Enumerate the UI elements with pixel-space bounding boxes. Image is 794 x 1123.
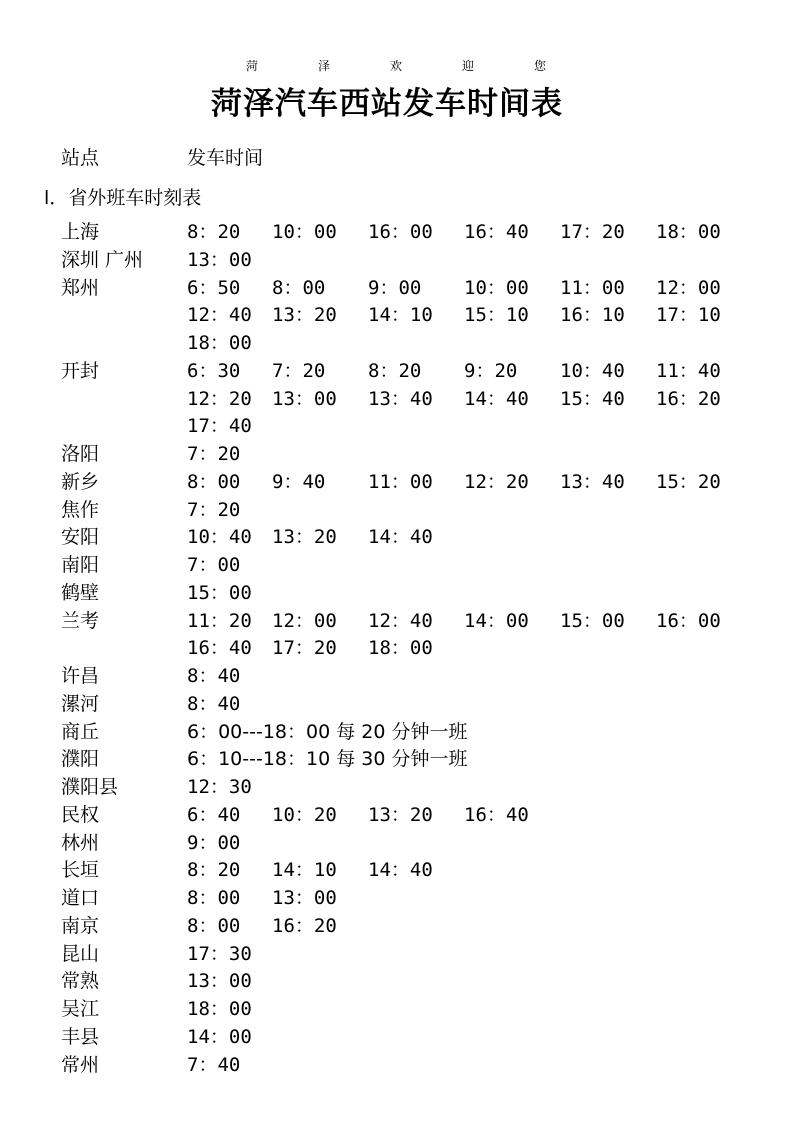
page-title: 菏泽汽车西站发车时间表 xyxy=(211,86,563,122)
station-name: 林州 xyxy=(61,831,100,854)
departure-time: 16：40 xyxy=(187,637,252,660)
station-name: 濮阳县 xyxy=(61,776,119,798)
departure-time: 17：10 xyxy=(656,304,721,327)
departure-time: 13：00 xyxy=(272,887,337,909)
welcome-char: 欢 xyxy=(390,59,403,73)
departure-time: 11：00 xyxy=(368,470,433,493)
departure-time: 7：40 xyxy=(187,1053,241,1076)
station-name: 南阳 xyxy=(61,554,100,576)
schedule-row xyxy=(0,857,794,883)
station-name: 深圳 广州 xyxy=(61,248,144,271)
departure-time: 11：00 xyxy=(560,276,625,299)
departure-time: 13：20 xyxy=(368,803,433,826)
departure-time: 15：00 xyxy=(560,609,625,632)
departure-time: 7：20 xyxy=(187,443,241,465)
departure-time: 8：20 xyxy=(187,221,241,243)
departure-time: 12：00 xyxy=(656,276,721,299)
departure-time: 13：20 xyxy=(272,304,337,327)
departure-time: 12：00 xyxy=(272,609,337,632)
departure-time: 8：00 xyxy=(187,914,241,937)
departure-time: 14：00 xyxy=(464,609,529,632)
schedule-row xyxy=(0,469,794,495)
departure-time: 15：40 xyxy=(560,387,625,410)
station-name: 上海 xyxy=(61,221,100,243)
departure-time: 8：00 xyxy=(187,470,241,493)
departure-time: 17：40 xyxy=(187,415,252,438)
schedule-row xyxy=(0,441,794,467)
welcome-char: 泽 xyxy=(318,59,331,73)
departure-time: 17：30 xyxy=(187,942,252,965)
schedule-row xyxy=(0,302,794,328)
station-name: 丰县 xyxy=(61,1025,100,1048)
departure-time: 8：40 xyxy=(187,692,241,715)
departure-time: 10：00 xyxy=(272,221,337,243)
departure-time: 12：20 xyxy=(187,387,252,410)
station-name: 新乡 xyxy=(61,470,100,493)
departure-time: 14：40 xyxy=(464,387,529,410)
station-name: 吴江 xyxy=(61,998,100,1020)
departure-time: 7：20 xyxy=(187,498,241,521)
station-name: 洛阳 xyxy=(61,443,100,465)
departure-time: 11：20 xyxy=(187,609,252,632)
departure-time: 13：00 xyxy=(187,248,252,271)
departure-note: 6：00---18：00 每 20 分钟一班 xyxy=(187,720,468,743)
departure-time: 18：00 xyxy=(368,637,433,660)
schedule-row xyxy=(0,1024,794,1050)
departure-time: 6：30 xyxy=(187,359,241,382)
departure-time: 12：40 xyxy=(368,609,433,632)
station-name: 开封 xyxy=(61,359,100,382)
departure-time: 14：00 xyxy=(187,1025,252,1048)
departure-time: 10：40 xyxy=(560,359,625,382)
departure-time: 16：00 xyxy=(656,609,721,632)
station-name: 商丘 xyxy=(61,720,100,743)
departure-time: 15：00 xyxy=(187,581,252,604)
departure-time: 18：00 xyxy=(187,332,252,354)
departure-time: 10：00 xyxy=(464,276,529,299)
departure-time: 12：20 xyxy=(464,470,529,493)
schedule-row xyxy=(0,497,794,523)
station-name: 兰考 xyxy=(61,609,100,632)
departure-time: 9：40 xyxy=(272,470,326,493)
departure-time: 8：20 xyxy=(187,859,241,882)
departure-time: 7：00 xyxy=(187,554,241,576)
departure-time: 15：20 xyxy=(656,470,721,493)
schedule-row xyxy=(0,996,794,1022)
departure-time: 16：20 xyxy=(272,914,337,937)
departure-time: 13：40 xyxy=(560,470,625,493)
departure-time: 9：00 xyxy=(368,276,422,299)
schedule-row xyxy=(0,885,794,911)
schedule-row xyxy=(0,746,794,772)
departure-time: 8：00 xyxy=(187,887,241,909)
schedule-row xyxy=(0,552,794,578)
welcome-char: 菏 xyxy=(246,59,259,73)
departure-time: 15：10 xyxy=(464,304,529,327)
schedule-row xyxy=(0,663,794,689)
departure-time: 16：20 xyxy=(656,387,721,410)
station-name: 南京 xyxy=(61,914,100,937)
departure-time: 9：00 xyxy=(187,831,241,854)
departure-time: 14：10 xyxy=(272,859,337,882)
schedule-row xyxy=(0,219,794,245)
schedule-row xyxy=(0,913,794,939)
station-name: 郑州 xyxy=(61,276,100,299)
departure-time: 11：40 xyxy=(656,359,721,382)
section-title: l．省外班车时刻表 xyxy=(44,187,202,209)
departure-time: 8：20 xyxy=(368,359,422,382)
schedule-row xyxy=(0,608,794,634)
station-name: 漯河 xyxy=(61,692,100,715)
departure-time: 16：40 xyxy=(464,221,529,243)
station-name: 鹤壁 xyxy=(61,581,100,604)
schedule-row xyxy=(0,330,794,356)
departure-time: 13：20 xyxy=(272,526,337,549)
departure-time: 13：40 xyxy=(368,387,433,410)
departure-note: 6：10---18：10 每 30 分钟一班 xyxy=(187,748,468,771)
departure-time: 8：00 xyxy=(272,276,326,299)
station-name: 昆山 xyxy=(61,942,100,965)
schedule-row xyxy=(0,524,794,550)
departure-time: 17：20 xyxy=(560,221,625,243)
departure-time: 18：00 xyxy=(187,998,252,1020)
column-headers xyxy=(0,143,794,169)
welcome-char: 迎 xyxy=(462,59,475,73)
schedule-row xyxy=(0,275,794,301)
departure-time: 8：40 xyxy=(187,665,241,687)
welcome-banner xyxy=(0,57,794,73)
departure-time: 10：20 xyxy=(272,803,337,826)
departure-time: 16：10 xyxy=(560,304,625,327)
schedule-row xyxy=(0,719,794,745)
station-name: 道口 xyxy=(61,887,100,909)
welcome-char: 您 xyxy=(534,59,547,73)
column-header-time: 发车时间 xyxy=(187,147,264,169)
station-name: 安阳 xyxy=(61,526,100,549)
schedule-row xyxy=(0,968,794,994)
schedule-row xyxy=(0,941,794,967)
station-name: 常州 xyxy=(61,1053,100,1076)
departure-time: 6：40 xyxy=(187,803,241,826)
station-name: 濮阳 xyxy=(61,748,100,771)
schedule-row xyxy=(0,413,794,439)
departure-time: 12：40 xyxy=(187,304,252,327)
schedule-row xyxy=(0,830,794,856)
departure-time: 14：40 xyxy=(368,859,433,882)
departure-time: 18：00 xyxy=(656,221,721,243)
departure-time: 14：10 xyxy=(368,304,433,327)
departure-time: 12：30 xyxy=(187,776,252,798)
departure-time: 7：20 xyxy=(272,359,326,382)
departure-time: 14：40 xyxy=(368,526,433,549)
departure-time: 9：20 xyxy=(464,359,518,382)
column-header-station: 站点 xyxy=(61,147,100,169)
departure-time: 13：00 xyxy=(272,387,337,410)
station-name: 许昌 xyxy=(61,665,100,687)
departure-time: 6：50 xyxy=(187,276,241,299)
station-name: 焦作 xyxy=(61,498,100,521)
schedule-row xyxy=(0,691,794,717)
schedule-row xyxy=(0,358,794,384)
departure-time: 13：00 xyxy=(187,970,252,993)
schedule-row xyxy=(0,1052,794,1078)
station-name: 民权 xyxy=(61,803,100,826)
schedule-row xyxy=(0,247,794,273)
schedule-row xyxy=(0,635,794,661)
schedule-row xyxy=(0,774,794,800)
schedule-row xyxy=(0,580,794,606)
schedule-row xyxy=(0,386,794,412)
departure-time: 17：20 xyxy=(272,637,337,660)
departure-time: 16：40 xyxy=(464,803,529,826)
schedule-row xyxy=(0,802,794,828)
departure-time: 10：40 xyxy=(187,526,252,549)
station-name: 长垣 xyxy=(61,859,100,882)
departure-time: 16：00 xyxy=(368,221,433,243)
station-name: 常熟 xyxy=(61,970,100,993)
